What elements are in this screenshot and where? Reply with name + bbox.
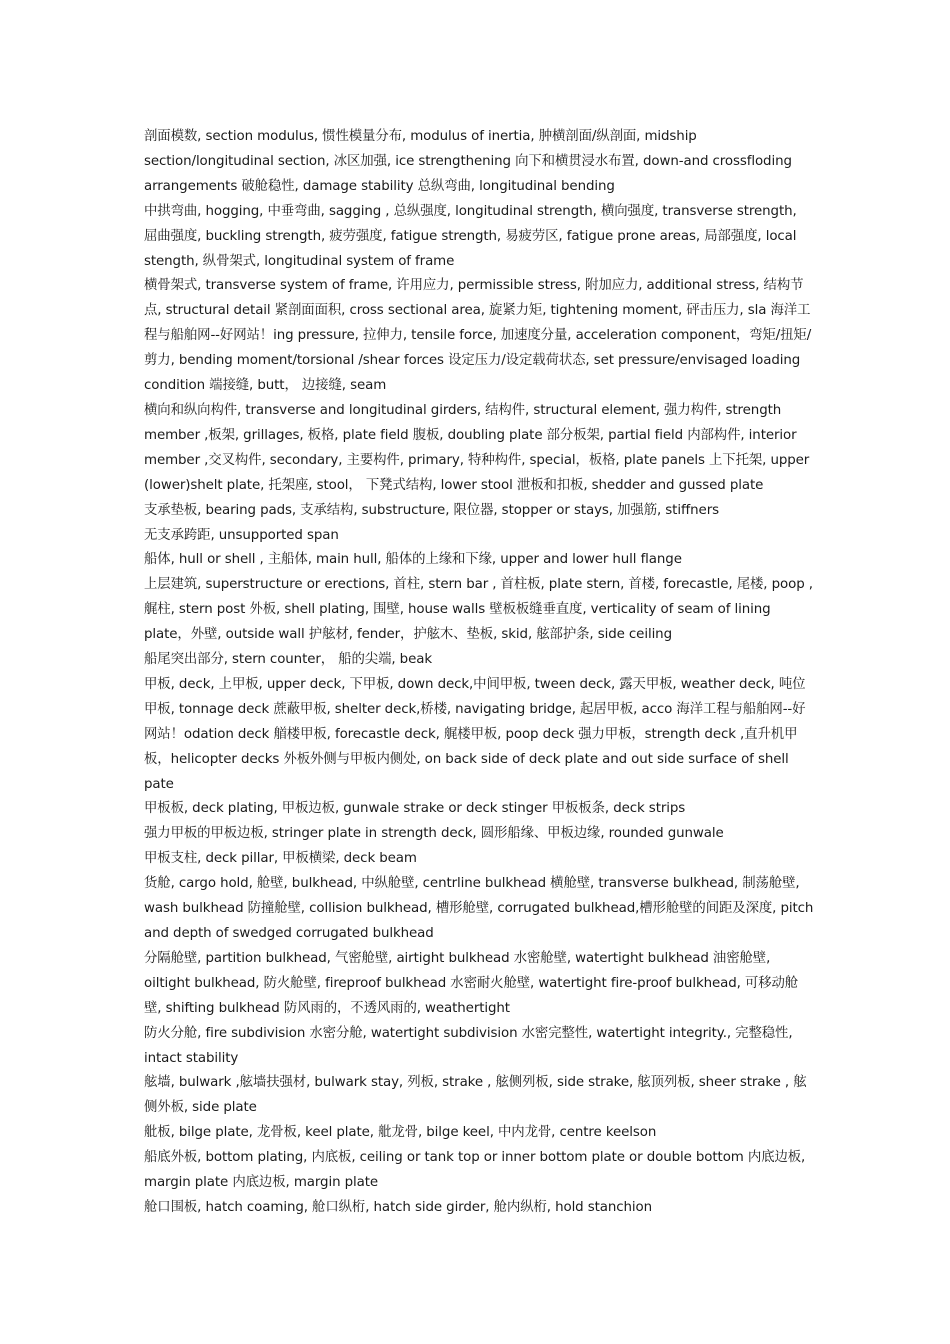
paragraph-superstructure: 上层建筑, superstructure or erections, 首柱, stern bar , 首柱板, plate stern, 首楼, forecastle, 尾楼, poop , 艉柱, stern post 外板, shell plating, 围壁, house walls 壁板板缝垂直度, verticality of seam of lining plate，外壁, outside wall 护舷材, fender，护舷木、垫板, skid, 舷部护条, side ceiling [144, 577, 813, 643]
paragraph-girders: 横向和纵向构件, transverse and longitudinal girders, 结构件, structural element, 强力构件, strength member ,板架, grillages, 板格, plate field 腹板, doubling plate 部分板架, partial field 内部构件, interior member ,交叉构件, secondary, 主要构件, primary, 特种构件, special，板格, plate panels 上下托架, upper (lower)shelt plate, 托架座, stool， 下凳式结构, lower stool 泄板和扣板, shedder and gussed plate [144, 402, 810, 493]
paragraph-deck-plating: 甲板板, deck plating, 甲板边板, gunwale strake or deck stinger 甲板板条, deck strips [144, 801, 686, 817]
paragraph-transverse-system: 横骨架式, transverse system of frame, 许用应力, permissible stress, 附加应力, additional stress, 结构节点, structural detail 紧剖面面积, cross sectional area, 旋紧力矩, tightening moment, 砰击压力, sla 海洋工程与船舶网--好网站！ing pressure, 拉伸力, tensile force, 加速度分量, acceleration component，弯矩/扭矩/剪力, bending moment/torsional /shear forces 设定压力/设定载荷状态, set pressure/envisaged loading condition 端接缝, butt， 边接缝, seam [144, 278, 812, 394]
document-page [144, 125, 814, 1221]
paragraph-deck-pillar: 甲板支柱, deck pillar, 甲板横梁, deck beam [144, 851, 417, 867]
paragraph-unsupported-span: 无支承跨距, unsupported span [144, 527, 339, 543]
paragraph-bulwark: 舷墙, bulwark ,舷墙扶强材, bulwark stay, 列板, strake , 舷侧列板, side strake, 舷顶列板, sheer strake , 舷侧外板, side plate [144, 1075, 807, 1116]
paragraph-partition-bulkhead: 分隔舱壁, partition bulkhead, 气密舱壁, airtight bulkhead 水密舱壁, watertight bulkhead 油密舱壁, oiltight bulkhead, 防火舱壁, fireproof bulkhead 水密耐火舱壁, watertight fire-proof bulkhead, 可移动舱壁, shifting bulkhead 防风雨的，不透风雨的, weathertight [144, 950, 799, 1016]
paragraph-bottom-plating: 船底外板, bottom plating, 内底板, ceiling or tank top or inner bottom plate or double bottom 内底边板, margin plate 内底边板, margin plate [144, 1150, 806, 1191]
paragraph-section-modulus: 剖面模数, section modulus, 惯性模量分布, modulus of inertia, 肿横剖面/纵剖面, midship section/longitudinal section, 冰区加强, ice strengthening 向下和横贯浸水布置, down-and crossfloding arrangements 破舱稳性, damage stability 总纵弯曲, longitudinal bending [144, 129, 792, 194]
paragraph-hogging: 中拱弯曲, hogging, 中垂弯曲, sagging , 总纵强度, longitudinal strength, 横向强度, transverse strength, 屈曲强度, buckling strength, 疲劳强度, fatigue strength, 易疲劳区, fatigue prone areas, 局部强度, local stength, 纵骨架式, longitudinal system of frame [144, 203, 797, 269]
paragraph-hatch-coaming: 舱口围板, hatch coaming, 舱口纵桁, hatch side girder, 舱内纵桁, hold stanchion [144, 1199, 653, 1215]
paragraph-fire-subdivision: 防火分舱, fire subdivision 水密分舱, watertight subdivision 水密完整性, watertight integrity., 完整稳性, intact stability [144, 1025, 793, 1066]
paragraph-stringer-plate: 强力甲板的甲板边板, stringer plate in strength deck, 圆形船缘、甲板边缘, rounded gunwale [144, 826, 724, 842]
paragraph-cargo-hold: 货舱, cargo hold, 舱壁, bulkhead, 中纵舱壁, centrline bulkhead 横舱壁, transverse bulkhead, 制荡舱壁, wash bulkhead 防撞舱壁, collision bulkhead, 槽形舱壁, corrugated bulkhead,槽形舱壁的间距及深度, pitch and depth of swedged corrugated bulkhead [144, 876, 814, 941]
paragraph-stern-counter: 船尾突出部分, stern counter， 船的尖端, beak [144, 652, 432, 668]
paragraph-bearing-pads: 支承垫板, bearing pads, 支承结构, substructure, 限位器, stopper or stays, 加强筋, stiffners [144, 502, 719, 518]
paragraph-hull: 船体, hull or shell , 主船体, main hull, 船体的上缘和下缘, upper and lower hull flange [144, 552, 682, 568]
paragraph-deck: 甲板, deck, 上甲板, upper deck, 下甲板, down deck,中间甲板, tween deck, 露天甲板, weather deck, 吨位甲板, tonnage deck 蔗蔽甲板, shelter deck,桥楼, navigating bridge, 起居甲板, acco 海洋工程与船舶网--好网站！odation deck 艏楼甲板, forecastle deck, 艉楼甲板, poop deck 强力甲板，strength deck ,直升机甲板，helicopter decks 外板外侧与甲板内侧处, on back side of deck plate and out side surface of shell pate [144, 676, 806, 792]
paragraph-bilge-plate: 舭板, bilge plate, 龙骨板, keel plate, 舭龙骨, bilge keel, 中内龙骨, centre keelson [144, 1125, 657, 1141]
